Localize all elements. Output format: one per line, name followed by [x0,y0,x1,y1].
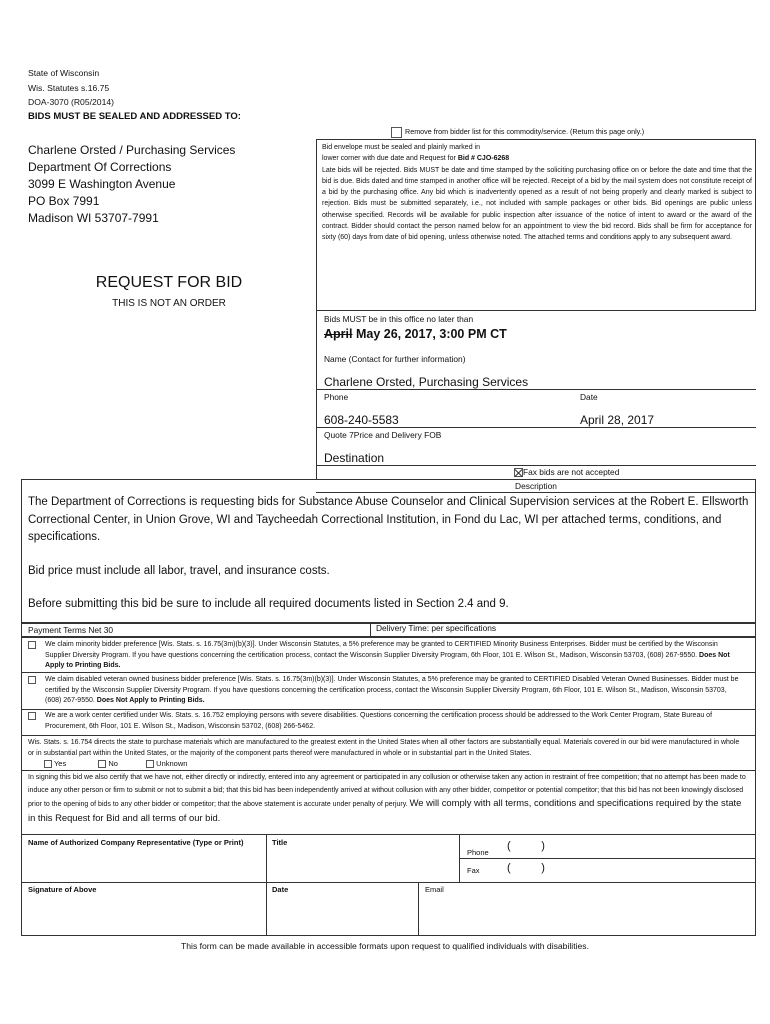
terms-divider [370,623,371,637]
work-center-checkbox[interactable] [28,712,36,720]
phone-value: 608-240-5583 [324,413,399,427]
email-label: Email [425,885,444,894]
envelope-body: Late bids will be rejected. Bids MUST be date and time stamped by the soliciting purchasing office on or before the date and time that the bid is due. Bids dated and time stamped in another office will be rejected. Receipt of a bid by the mail system does not constitute receipt of a bid by the purchasing office. Any bid which is inadvertently opened as a result of not being properly and clearly marked is subject to rejection. Bids must be submitted separately, i.e., not included with sample packages or other bids. Bid openings are public unless otherwise specified. Records will be available for public inspection after issuance of the notice of intent to award or the award of the contract. Bidder should contact the person named below for an appointment to view the bid record. Bids shall be firm for acceptance for sixty (60) days from date of bid opening, unless otherwise noted. The attached terms and conditions apply to any subsequent award. [322,166,752,242]
title-label: Title [272,838,288,847]
description-header-line [316,492,756,493]
veteran-preference [28,675,744,707]
envelope-line-2-text: lower corner with due date and Request for [322,155,456,163]
state-label: State of Wisconsin [28,68,100,78]
remove-bidder-checkbox[interactable] [391,127,402,138]
phone-label: Phone [324,392,349,402]
signature-label: Signature of Above [28,885,97,894]
address-line-5: Madison WI 53707-7991 [28,211,159,225]
signature-fax-label: Fax [467,866,480,875]
yes-label: Yes [53,759,67,768]
certification-body: In signing this bid we also certify that we have not, either directly or indirectly, entered into any agreement or participated in any collusion or otherwise taken any action in restraint of free competition; that no attempt has been made to induce any other person or firm to submit or not to submit a bid; that this bid has been independently arrived at without collusion with any other bidder, competitor or potential competitor; that this bid has not been knowingly disclosed prior to the opening of bids to any other bidder or competitor; that the above statement is accurate under penalty of perjury. [28,774,746,808]
remove-bidder-row [391,126,644,138]
pref-divider-3 [21,735,756,736]
certification-text [28,772,746,826]
no-checkbox[interactable] [98,760,106,768]
rep-name-field[interactable] [22,856,265,881]
description-header: Description [515,481,557,491]
due-date-struck: April [324,327,353,341]
description-paragraph-2: Bid price must include all labor, travel, and insurance costs. [28,564,330,577]
pref-divider-1 [21,672,756,673]
due-date [324,327,507,341]
payment-terms: Payment Terms Net 30 [28,625,114,635]
signature-phone-parens: ( ) [507,840,545,852]
address-line-4: PO Box 7991 [28,194,100,208]
statute-label: Wis. Statutes s.16.75 [28,82,110,93]
pref-divider-2 [21,709,756,710]
fax-not-accepted-checkbox [514,468,523,477]
description-paragraph-1: The Department of Corrections is requesting bids for Substance Abuse Counselor and Clinical Supervision services at the Robert E. Ellsworth Correctional Center, in Union Grove, WI and Taycheedah Correctional Institution, in Fond du Lac, WI per attached terms, conditions, and specifications. [28,496,749,543]
phone-fax-divider [459,858,756,859]
accessibility-footer: This form can be made available in accessible formats upon request to qualified individuals with disabilities. [181,941,589,951]
unknown-checkbox[interactable] [146,760,154,768]
fax-note-row [514,467,619,477]
page-subtitle: THIS IS NOT AN ORDER [112,298,226,309]
description-body [28,494,750,614]
envelope-line-2 [322,153,752,164]
contact-name-label: Name (Contact for further information) [324,354,466,364]
phone-divider [316,427,756,428]
page-title: REQUEST FOR BID [95,274,243,291]
remove-bidder-label: Remove from bidder list for this commodity/service. (Return this page only.) [405,127,645,136]
signature-date-label: Date [272,885,289,894]
quote-divider [316,465,756,466]
address-line-3: 3099 E Washington Avenue [28,177,176,191]
minority-preference [28,640,744,672]
envelope-instructions [322,142,752,244]
unknown-label: Unknown [156,759,188,768]
work-center-preference [28,711,744,733]
bid-number: Bid # CJO-6268 [457,155,510,163]
yes-checkbox[interactable] [44,760,52,768]
signature-phone-label: Phone [467,848,489,857]
date-field[interactable] [267,896,417,935]
veteran-preference-note: Does Not Apply to Printing Bids. [96,697,205,705]
signature-table-middle [21,882,756,883]
signature-table-top [21,834,756,835]
signature-field[interactable] [22,896,265,935]
due-date-value: May 26, 2017, 3:00 PM CT [355,327,507,341]
minority-preference-body: We claim minority bidder preference [Wis. Stats. s. 16.75(3m)(b)(3)]. Under Wisconsin Statutes, a 5% preference may be granted to CERTIFIED Minority Business Enterprises. Bidder must be certified by the Wisconsin Supplier Diversity Program. If you have questions concerning the certification process, contact the Wisconsin Supplier Diversity Program, 6th Floor, 101 E. Wilson St., Madison, Wisconsin 53703, (608) 267-9550. [45,641,718,659]
quote-label: Quote 7Price and Delivery FOB [324,430,442,440]
manufactured-options [44,759,187,769]
statute-text: Wis. Stats. s. 16.754 directs the state to purchase materials which are manufactured to the greatest extent in the United States when all other factors are substantially equal. Materials covered in our bid were manufactured in whole or in substantial part within the United States, or the majority of the component parts thereof were manufactured in whole or in substantial part in the United States. [28,739,740,757]
form-header [28,66,241,124]
no-label: No [108,759,118,768]
veteran-preference-checkbox[interactable] [28,676,36,684]
contact-divider [316,389,756,390]
veteran-preference-text [45,675,744,707]
address-line-2: Department Of Corrections [28,160,172,174]
date-value: April 28, 2017 [580,413,655,427]
work-center-text: We are a work center certified under Wis. Stats. s. 16.752 employing persons with severe disabilities. Questions concerning the certification process should be addressed to the Work Center Program, State Bureau of Procurement, 6th Floor, 101 E. Wilson St., Madison, Wisconsin 53702, (608) 266-5462. [45,712,713,730]
address-line-1: Charlene Orsted / Purchasing Services [28,143,236,157]
right-column-divider [316,311,317,479]
rep-name-label: Name of Authorized Company Representative (Type or Print) [28,838,244,847]
delivery-time: Delivery Time: per specifications [376,623,497,633]
minority-preference-checkbox[interactable] [28,641,36,649]
certification-compliance: We will comply with all terms, conditions and specifications required by the state in this Request for Bid and all terms of our bid. [28,797,742,823]
due-label: Bids MUST be in this office no later than [324,314,474,324]
minority-preference-note: Does Not Apply to Printing Bids. [45,651,730,670]
form-number: DOA-3070 (R05/2014) [28,97,114,107]
statute-divider [21,770,756,771]
title-field[interactable] [267,848,458,881]
description-paragraph-3: Before submitting this bid be sure to include all required documents listed in Section 2.4 and 9. [28,598,509,610]
sealed-instruction: BIDS MUST BE SEALED AND ADDRESSED TO: [28,110,241,122]
signature-fax-parens: ( ) [507,862,545,874]
minority-preference-text [45,640,744,672]
date-label: Date [580,392,598,402]
address-block [28,142,235,227]
quote-value: Destination [324,451,385,465]
fax-note: Fax bids are not accepted [523,467,620,477]
envelope-line-1: Bid envelope must be sealed and plainly marked in [322,144,480,151]
email-field[interactable] [419,896,755,935]
signature-col-2 [459,834,460,882]
veteran-preference-body: We claim disabled veteran owned business bidder preference [Wis. Stats. s. 16.75(3m)(b)(3)]. Under Wisconsin Statutes, a 5% preference may be granted to CERTIFIED Disabled Veteran Owned Businesses. Bidder must be certified by the Wisconsin Supplier Diversity Program. If you have questions concerning the certification process, contact the Wisconsin Supplier Diversity Program, 6th Floor, 101 E. Wilson St., Madison, Wisconsin 53703, (608) 267-9550. [45,676,739,705]
contact-name-value: Charlene Orsted, Purchasing Services [324,375,529,389]
